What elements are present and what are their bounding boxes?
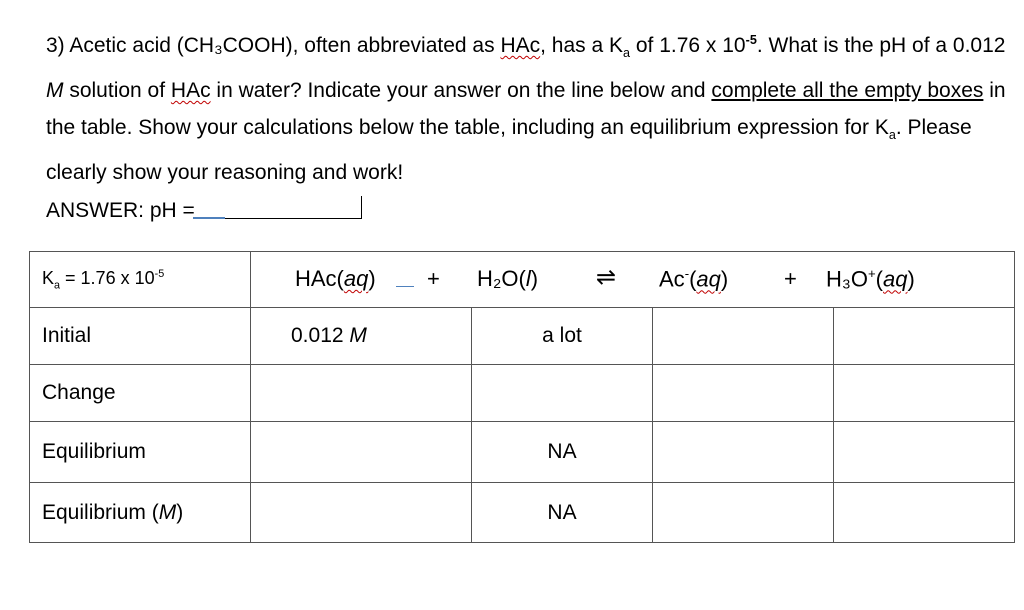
ka-subscript: a (888, 128, 896, 143)
acetate-species (659, 266, 728, 292)
water-species (477, 266, 538, 292)
row-label (30, 483, 251, 543)
row-label-text: ) (176, 500, 184, 524)
row-label-text: Equilibrium (42, 440, 146, 463)
equilibrium-arrow: ⇌ (596, 264, 617, 291)
table-cell[interactable]: a lot (472, 308, 653, 365)
table-cell[interactable] (834, 365, 1015, 422)
eq-state: aq (343, 266, 369, 291)
question-part: . What is the pH of a 0.012 (756, 34, 1006, 57)
row-label-text: Change (42, 381, 116, 404)
eq-text: HAc( (295, 266, 344, 291)
row-label-text: Equilibrium ( (42, 500, 159, 524)
table-cell[interactable] (653, 483, 834, 543)
eq-charge: + (867, 266, 876, 281)
ka-subscript: a (623, 46, 631, 61)
eq-text: ) (530, 266, 539, 291)
question-part: . Please clearly show your reasoning and work! (46, 116, 972, 185)
question-part: in the table. Show your calculations below the table, including an equilibrium expression for K (46, 79, 1006, 140)
question-part: Acetic acid (CH₃COOH), often abbreviated as (69, 34, 501, 57)
ka-cell (30, 252, 251, 308)
table-cell[interactable] (653, 365, 834, 422)
plus-sign: + (427, 266, 440, 291)
hac-term: HAc (500, 34, 541, 57)
question-text (46, 22, 1018, 191)
question-part: of 1.76 x 10 (630, 34, 746, 57)
underlined-instruction: complete all the empty boxes (711, 79, 984, 103)
hac-term: HAc (170, 79, 211, 103)
row-label-text: Initial (42, 324, 92, 347)
eq-charge: - (684, 266, 690, 281)
table-cell[interactable]: NA (472, 422, 653, 483)
table-cell[interactable] (834, 483, 1015, 543)
question-part: solution of (63, 79, 171, 103)
table-cell[interactable]: NA (472, 483, 653, 543)
ka-sub: a (54, 279, 61, 292)
row-label-unit: M (158, 500, 177, 524)
cursor-highlight (193, 217, 225, 219)
table-cell[interactable] (653, 308, 834, 365)
eq-text: H₂O( (477, 266, 526, 291)
answer-label: ANSWER: pH = (46, 199, 195, 222)
row-label (30, 365, 251, 422)
eq-text: ) (368, 266, 376, 291)
hac-species (295, 266, 376, 292)
question-part: , has a K (540, 34, 624, 57)
blue-underline (396, 266, 414, 287)
question-number: 3) (46, 34, 65, 57)
ka-exponent: -5 (154, 267, 165, 280)
eq-text: H₃O (826, 266, 868, 292)
eq-state: aq (696, 266, 721, 292)
reaction-equation (251, 252, 1015, 308)
hydronium-species (826, 266, 915, 292)
eq-text: ) (720, 266, 729, 292)
text-cursor (361, 196, 362, 219)
plus-sign: + (784, 266, 797, 291)
cell-value: 0.012 M (291, 324, 367, 347)
table-cell[interactable] (653, 422, 834, 483)
table-cell[interactable] (251, 308, 472, 365)
ka-value: = 1.76 x 10 (60, 267, 155, 288)
eq-text: ( (689, 266, 697, 292)
row-label (30, 308, 251, 365)
table-cell[interactable] (251, 365, 472, 422)
ka-k: K (42, 267, 55, 288)
table-cell[interactable] (472, 365, 653, 422)
table-row (30, 365, 1015, 422)
eq-text: Ac (659, 266, 685, 292)
table-row (30, 483, 1015, 543)
eq-text: ) (907, 266, 915, 292)
table-row (30, 422, 1015, 483)
exponent: -5 (745, 33, 757, 47)
table-cell[interactable] (834, 422, 1015, 483)
row-label (30, 422, 251, 483)
eq-text: ( (875, 266, 883, 292)
table-header-row (30, 252, 1015, 308)
eq-state: aq (883, 266, 908, 292)
question-part: in water? Indicate your answer on the line below and (210, 79, 712, 103)
answer-blank[interactable] (193, 218, 361, 219)
table-cell[interactable] (251, 483, 472, 543)
table-cell[interactable] (251, 422, 472, 483)
table-cell[interactable] (834, 308, 1015, 365)
eq-state: l (525, 266, 531, 291)
table-row (30, 308, 1015, 365)
ice-table (29, 251, 1015, 543)
molar-unit: M (46, 79, 64, 103)
